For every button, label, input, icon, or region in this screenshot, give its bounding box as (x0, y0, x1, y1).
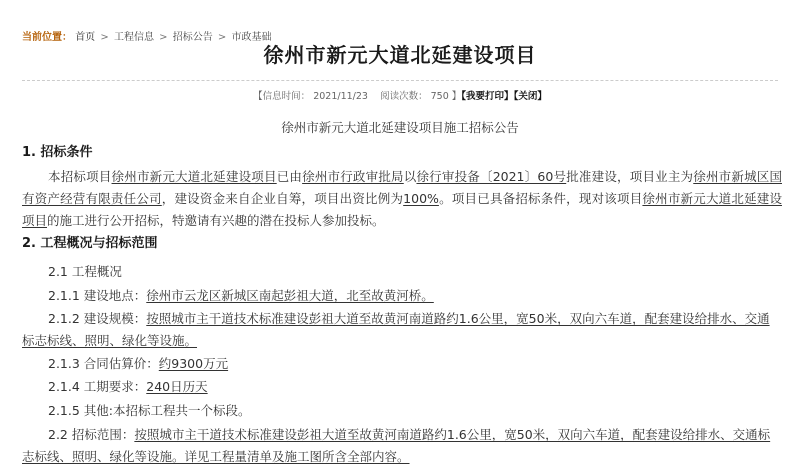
breadcrumb-item-municipal[interactable]: 市政基础 (231, 32, 272, 43)
approver: 徐州市行政审批局 (302, 169, 404, 184)
other-row: 2.1.5 其他:本招标工程共一个标段。 (48, 403, 251, 418)
breadcrumb-label: 当前位置： (22, 32, 72, 43)
title-divider (22, 80, 778, 81)
funding-ratio: 100% (403, 191, 439, 206)
text-segment: 本招标项目 (48, 169, 112, 184)
scale-label: 2.1.2 建设规模： (48, 311, 147, 326)
breadcrumb-separator: > (217, 32, 227, 43)
notice-subtitle: 徐州市新元大道北延建设项目施工招标公告 (281, 120, 519, 135)
project-name: 徐州市新元大道北延建设项目 (22, 191, 782, 228)
approval-number: 徐行审投备〔2021〕60号 (416, 169, 567, 184)
project-name: 徐州市新元大道北延建设项目 (111, 169, 277, 184)
overview-heading: 2.1 工程概况 (48, 264, 122, 279)
breadcrumb-item-tender-notice[interactable]: 招标公告 (172, 32, 213, 43)
scale-row (22, 308, 780, 352)
bid-conditions-paragraph (22, 166, 782, 232)
views-count: 750 (430, 91, 449, 102)
duration-value: 240日历天 (146, 379, 208, 394)
text-segment: 以 (403, 169, 417, 184)
breadcrumb-item-engineering-info[interactable]: 工程信息 (113, 32, 154, 43)
close-button[interactable]: 【关闭】 (513, 91, 547, 102)
project-owner: 徐州市新城区国有资产经营有限责任公司 (22, 169, 782, 206)
scope-value: 按照城市主干道技术标准建设彭祖大道至故黄河南道路约1.6公里，宽50米，双向六车道，配套建设给排水、交通标志标线、照明、绿化等设施。详见工程量清单及施工图所含全部内容。 (22, 427, 771, 464)
breadcrumb-separator: > (100, 32, 109, 43)
text-segment: 的施工进行公开招标，特邀请有兴趣的潜在投标人参加投标。 (47, 213, 385, 228)
publish-date: 2021/11/23 (313, 91, 368, 102)
views-label: 阅读次数： (380, 91, 428, 102)
duration-row (48, 376, 208, 398)
scope-row (22, 424, 780, 468)
text-segment: 批准建设，项目业主为 (566, 169, 694, 184)
meta-bracket: 】 (451, 91, 462, 102)
section-heading-bid-conditions: 1. 招标条件 (22, 145, 93, 160)
print-button[interactable]: 【我要打印】 (461, 91, 514, 102)
section-heading-overview-scope: 2. 工程概况与招标范围 (22, 236, 158, 251)
breadcrumb-separator: > (159, 32, 168, 43)
page-title: 徐州市新元大道北延建设项目 (263, 43, 537, 67)
scope-label: 2.2 招标范围： (48, 427, 135, 442)
cost-row (48, 353, 228, 375)
cost-label: 2.1.3 合同估算价： (48, 356, 159, 371)
text-segment: 已由 (276, 169, 303, 184)
location-label: 2.1.1 建设地点： (48, 288, 147, 303)
breadcrumb-home-link[interactable]: 首页 (75, 32, 96, 43)
text-segment: ，建设资金来自企业自筹，项目出资比例为 (161, 191, 404, 206)
scale-value: 按照城市主干道技术标准建设彭祖大道至故黄河南道路约1.6公里，宽50米，双向六车道，配套建设给排水、交通标志标线、照明、绿化等设施。 (22, 311, 770, 348)
article-meta (0, 89, 800, 105)
location-row (48, 285, 434, 307)
location-value: 徐州市云龙区新城区南起彭祖大道，北至故黄河桥。 (146, 288, 434, 303)
publish-label: 【信息时间： (253, 91, 311, 102)
text-segment: 。项目已具备招标条件，现对该项目 (438, 191, 643, 206)
cost-value: 约9300万元 (158, 356, 229, 371)
duration-label: 2.1.4 工期要求： (48, 379, 147, 394)
